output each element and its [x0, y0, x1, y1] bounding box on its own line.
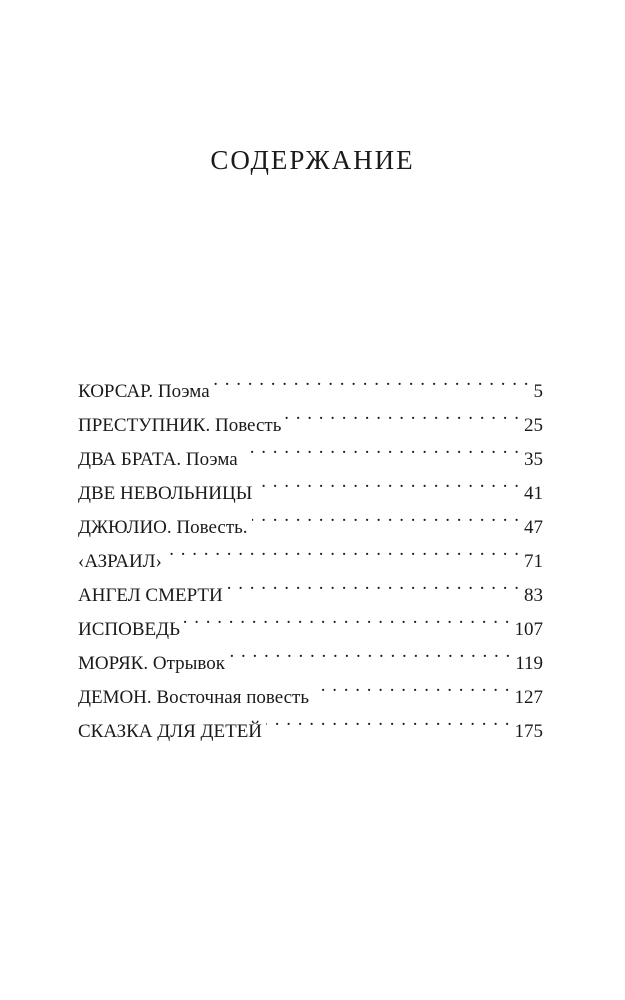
dot-leader	[256, 465, 520, 499]
dot-leader	[252, 499, 520, 533]
dot-leader	[229, 635, 511, 669]
dot-leader	[166, 533, 520, 567]
entry-page-number: 5	[533, 381, 543, 402]
entry-title: МОРЯК.	[78, 653, 149, 674]
entry-page-number: 71	[524, 551, 543, 572]
entry-page-number: 107	[514, 619, 543, 640]
entry-subtitle: Восточная повесть	[156, 687, 310, 708]
entry-title: ДЕМОН.	[78, 687, 152, 708]
entry-page-number: 127	[514, 687, 543, 708]
entry-page-number: 47	[524, 517, 543, 538]
entry-page-number: 25	[524, 415, 543, 436]
dot-leader	[313, 669, 510, 703]
entry-subtitle: Поэма	[185, 449, 238, 470]
entry-title: АНГЕЛ СМЕРТИ	[78, 585, 223, 606]
entry-title: ДЖЮЛИО.	[78, 517, 172, 538]
entry-subtitle: Поэма	[157, 381, 210, 402]
entry-subtitle: Повесть.	[176, 517, 248, 538]
dot-leader	[285, 397, 520, 431]
toc-entry	[78, 363, 543, 402]
entry-page-number: 175	[514, 721, 543, 742]
dot-leader	[266, 703, 510, 737]
entry-title: СКАЗКА ДЛЯ ДЕТЕЙ	[78, 721, 263, 742]
entry-page-number: 83	[524, 585, 543, 606]
entry-subtitle: Повесть	[214, 415, 282, 436]
dot-leader	[242, 431, 520, 465]
table-of-contents	[78, 363, 543, 742]
dot-leader	[184, 601, 511, 635]
entry-page-number: 119	[515, 653, 543, 674]
entry-title: КОРСАР.	[78, 381, 154, 402]
page-title: СОДЕРЖАНИЕ	[210, 145, 415, 175]
entry-page-number: 41	[524, 483, 543, 504]
entry-title: ИСПОВЕДЬ	[78, 619, 180, 640]
dot-leader	[214, 363, 530, 397]
entry-page-number: 35	[524, 449, 543, 470]
entry-title: ДВЕ НЕВОЛЬНИЦЫ	[78, 483, 253, 504]
entry-title: ДВА БРАТА.	[78, 449, 182, 470]
dot-leader	[227, 567, 520, 601]
entry-title: ‹АЗРАИЛ›	[78, 551, 162, 572]
entry-title: ПРЕСТУПНИК.	[78, 415, 211, 436]
entry-subtitle: Отрывок	[152, 653, 225, 674]
